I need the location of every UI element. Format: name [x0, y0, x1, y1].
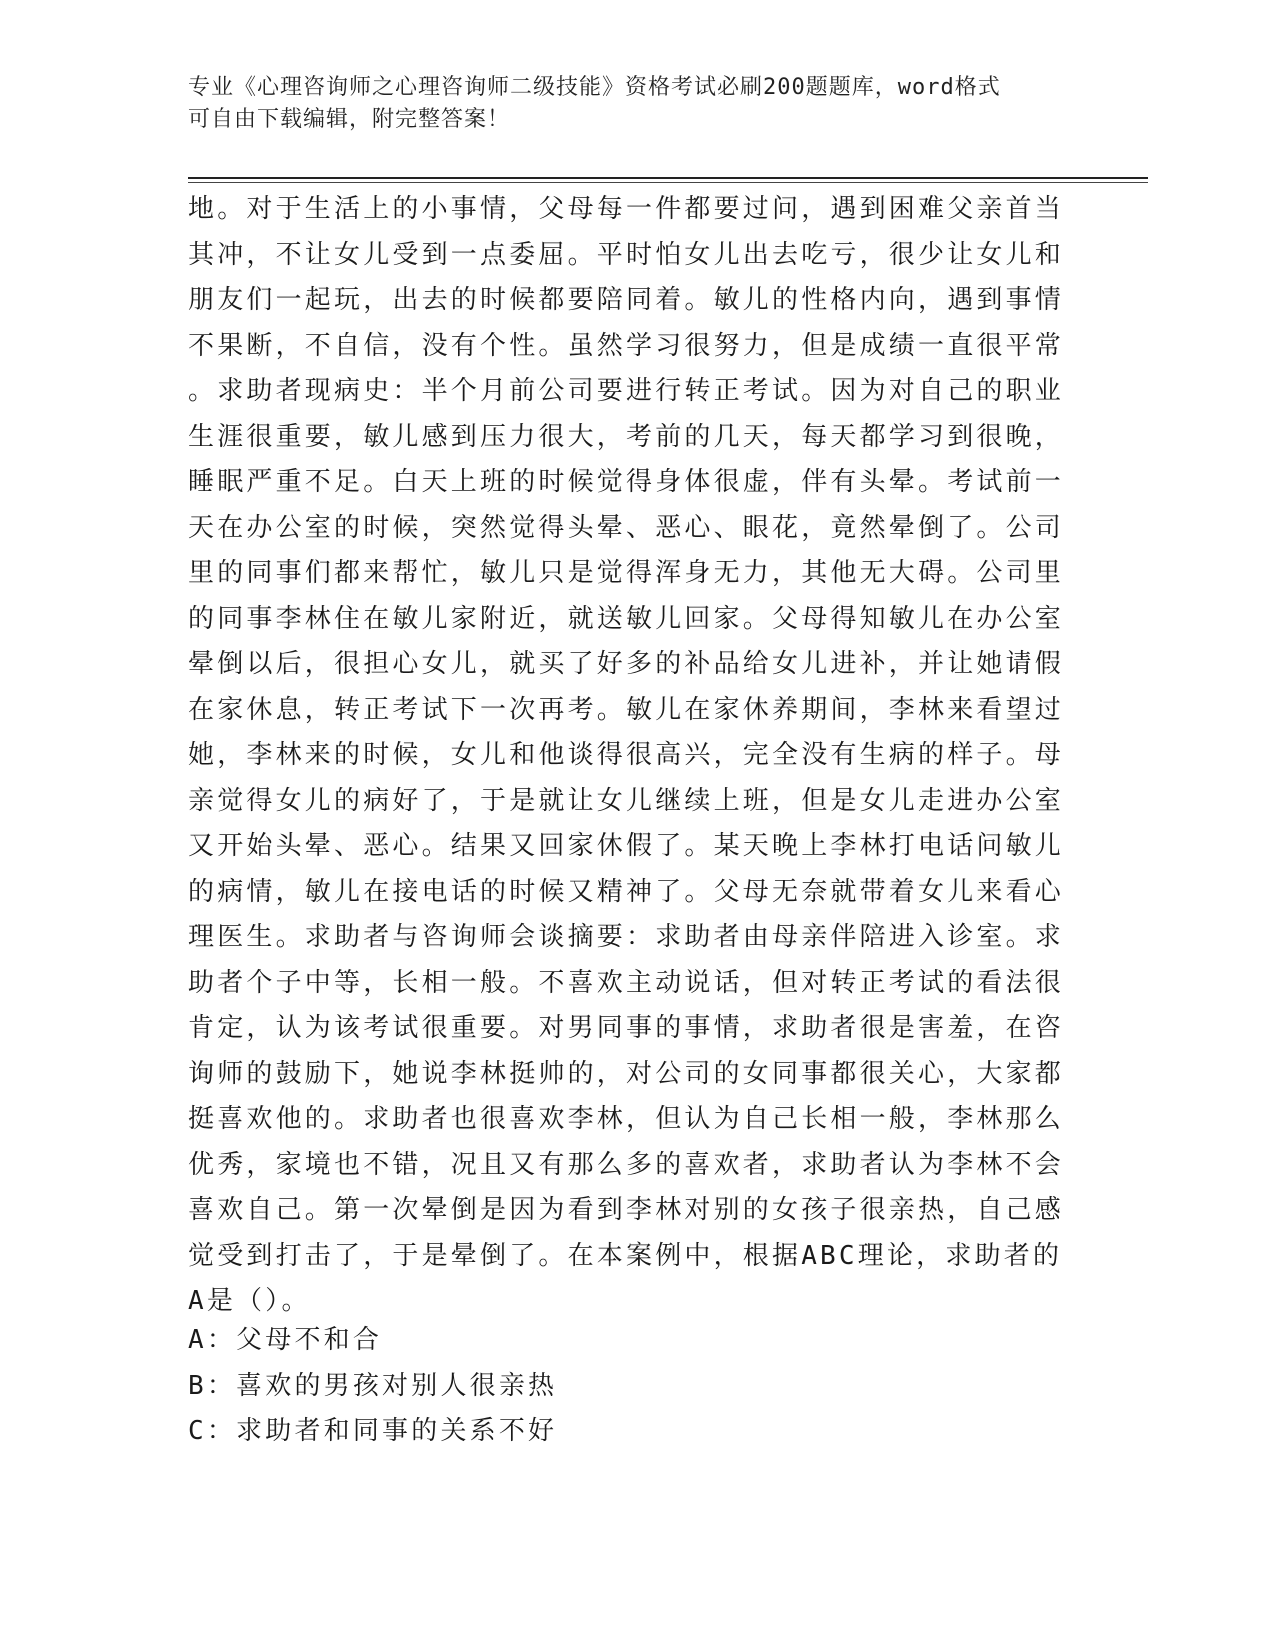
paragraph-line: 询师的鼓励下，她说李林挺帅的，对公司的女同事都很关心，大家都: [188, 1058, 1065, 1089]
paragraph-line: 天在办公室的时候，突然觉得头晕、恶心、眼花，竟然晕倒了。公司: [188, 512, 1065, 543]
paragraph-line: 喜欢自己。第一次晕倒是因为看到李林对别的女孩子很亲热，自己感: [188, 1195, 1065, 1225]
paragraph-line: 的病情，敏儿在接电话的时候又精神了。父母无奈就带着女儿来看心: [188, 876, 1065, 907]
header-divider-thick: [188, 177, 1148, 179]
paragraph-line: 里的同事们都来帮忙，敏儿只是觉得浑身无力，其他无大碍。公司里: [188, 558, 1065, 588]
paragraph-line: 其冲，不让女儿受到一点委屈。平时怕女儿出去吃亏，很少让女儿和: [188, 239, 1065, 270]
answer-options: [188, 1318, 1068, 1455]
paragraph-line: 在家休息，转正考试下一次再考。敏儿在家休养期间，李林来看望过: [188, 694, 1065, 725]
option-b: B：喜欢的男孩对别人很亲热: [188, 1370, 558, 1401]
header-divider-thin: [188, 182, 1148, 183]
paragraph-line: 优秀，家境也不错，况且又有那么多的喜欢者，求助者认为李林不会: [188, 1149, 1065, 1180]
paragraph-line: 睡眠严重不足。白天上班的时候觉得身体很虚，伴有头晕。考试前一: [188, 467, 1065, 497]
paragraph-line: 地。对于生活上的小事情，父母每一件都要过问，遇到困难父亲首当: [188, 194, 1065, 224]
paragraph-line: 朋友们一起玩，出去的时候都要陪同着。敏儿的性格内向，遇到事情: [188, 285, 1065, 315]
option-a: A：父母不和合: [188, 1325, 383, 1355]
paragraph-line: 觉受到打击了，于是晕倒了。在本案例中，根据ABC理论，求助者的: [188, 1240, 1063, 1271]
paragraph-line: 又开始头晕、恶心。结果又回家休假了。某天晚上李林打电话问敏儿: [188, 831, 1065, 861]
paragraph-line: A是（）。: [188, 1286, 311, 1316]
paragraph-line: 晕倒以后，很担心女儿，就买了好多的补品给女儿进补，并让她请假: [188, 649, 1065, 679]
paragraph-line: 不果断，不自信，没有个性。虽然学习很努力，但是成绩一直很平常: [188, 330, 1065, 361]
header-title-line-2: 可自由下载编辑，附完整答案！: [188, 107, 511, 132]
paragraph-line: 挺喜欢他的。求助者也很喜欢李林，但认为自己长相一般，李林那么: [188, 1104, 1065, 1134]
option-c: C：求助者和同事的关系不好: [188, 1416, 558, 1446]
paragraph-line: 。求助者现病史：半个月前公司要进行转正考试。因为对自己的职业: [188, 376, 1065, 406]
paragraph-line: 肯定，认为该考试很重要。对男同事的事情，求助者很是害羞，在咨: [188, 1013, 1065, 1043]
paragraph-line: 理医生。求助者与咨询师会谈摘要：求助者由母亲伴陪进入诊室。求: [188, 922, 1065, 952]
page-header: [188, 72, 1068, 136]
paragraph-line: 她，李林来的时候，女儿和他谈得很高兴，完全没有生病的样子。母: [188, 740, 1065, 770]
paragraph-line: 生涯很重要，敏儿感到压力很大，考前的几天，每天都学习到很晚，: [188, 421, 1065, 452]
question-stem: [188, 187, 1068, 1325]
paragraph-line: 亲觉得女儿的病好了，于是就让女儿继续上班，但是女儿走进办公室: [188, 785, 1065, 816]
paragraph-line: 助者个子中等，长相一般。不喜欢主动说话，但对转正考试的看法很: [188, 967, 1065, 998]
header-title-line-1: 专业《心理咨询师之心理咨询师二级技能》资格考试必刷200题题库，word格式: [188, 75, 1001, 100]
paragraph-line: 的同事李林住在敏儿家附近，就送敏儿回家。父母得知敏儿在办公室: [188, 603, 1065, 634]
